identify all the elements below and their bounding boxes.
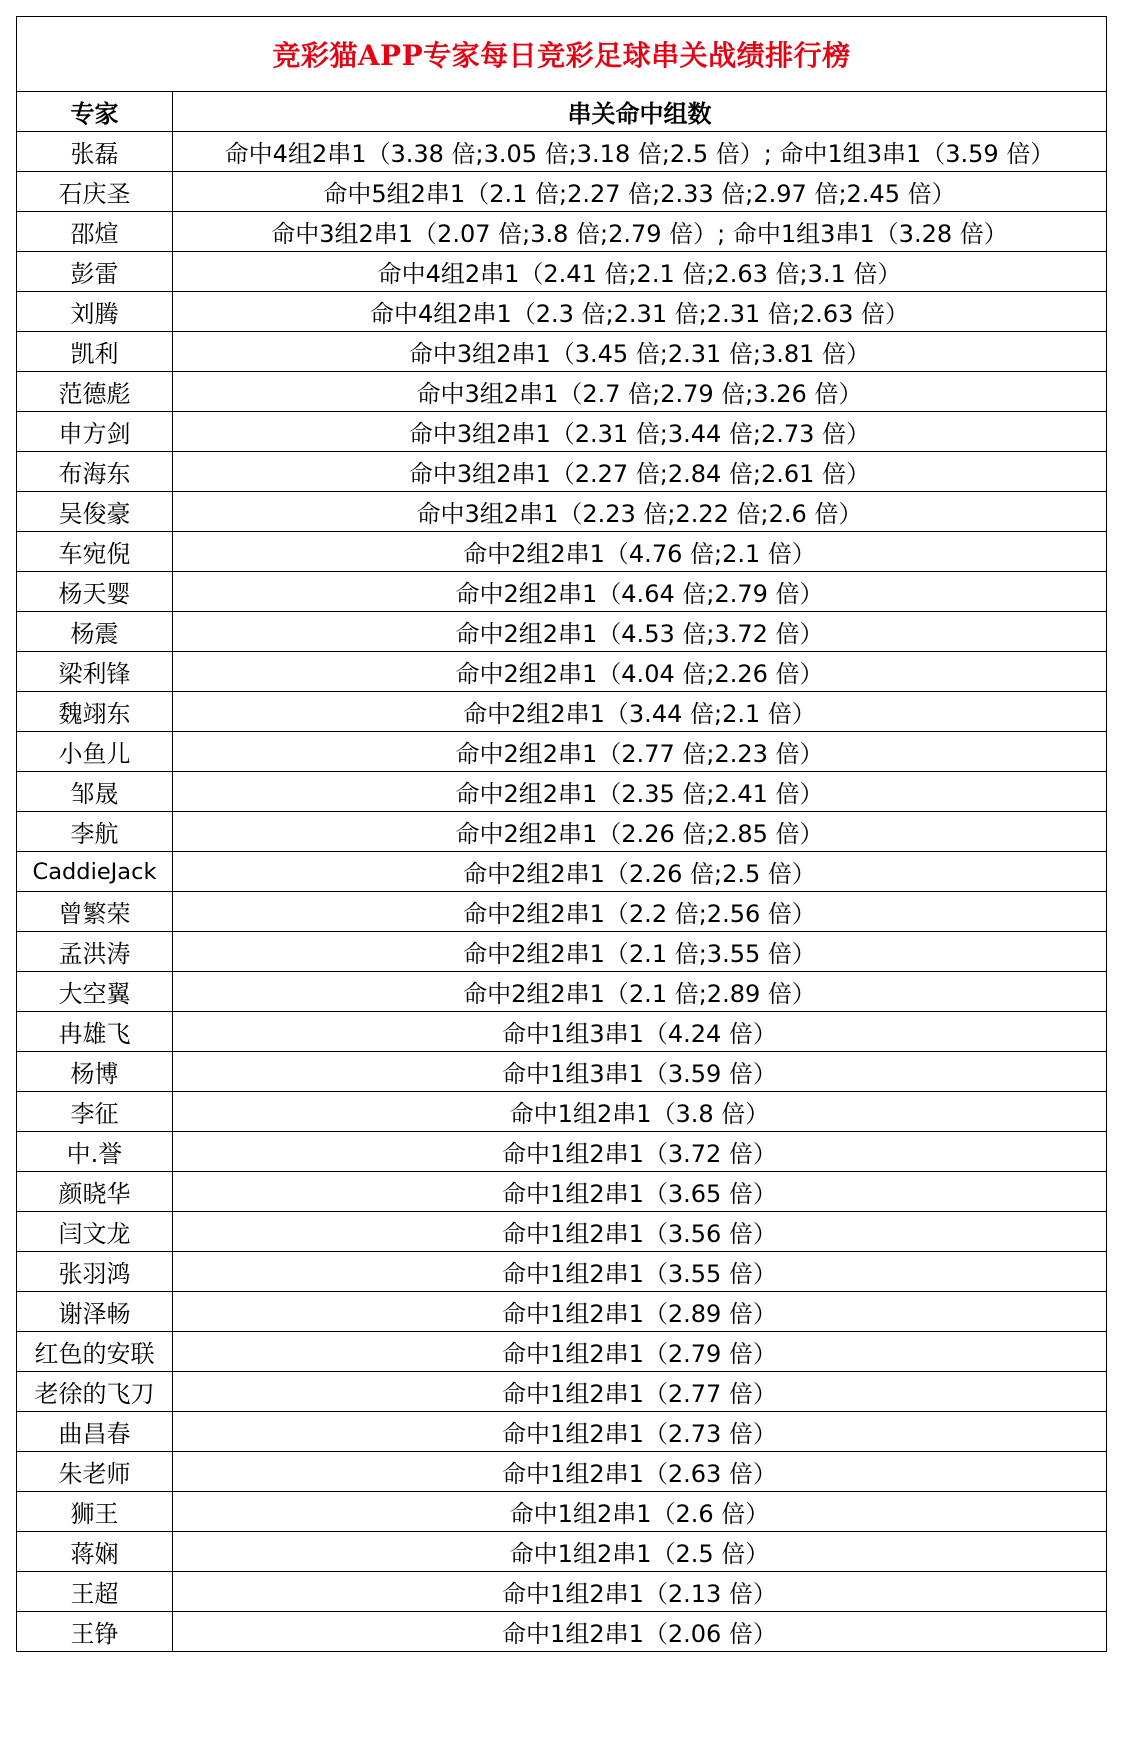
table-row (17, 532, 1107, 572)
expert-name: 蒋娴 (17, 1532, 173, 1572)
expert-name: 杨天婴 (17, 572, 173, 612)
expert-name: 中.誉 (17, 1132, 173, 1172)
expert-name: 孟洪涛 (17, 932, 173, 972)
parlay-result: 命中3组2串1（2.27 倍;2.84 倍;2.61 倍） (173, 452, 1107, 492)
expert-name: 红色的安联 (17, 1332, 173, 1372)
expert-name: 谢泽畅 (17, 1292, 173, 1332)
table-row (17, 1292, 1107, 1332)
expert-name: 杨震 (17, 612, 173, 652)
expert-name: 曾繁荣 (17, 892, 173, 932)
expert-name: 梁利锋 (17, 652, 173, 692)
expert-name: 王超 (17, 1572, 173, 1612)
expert-name: 布海东 (17, 452, 173, 492)
table-row (17, 612, 1107, 652)
parlay-result: 命中1组3串1（4.24 倍） (173, 1012, 1107, 1052)
expert-name: 冉雄飞 (17, 1012, 173, 1052)
table-row (17, 132, 1107, 172)
expert-name: 张羽鸿 (17, 1252, 173, 1292)
table-row (17, 572, 1107, 612)
expert-name: 颜晓华 (17, 1172, 173, 1212)
table-row (17, 932, 1107, 972)
expert-name: 王铮 (17, 1612, 173, 1652)
table-row (17, 1532, 1107, 1572)
parlay-result: 命中3组2串1（2.31 倍;3.44 倍;2.73 倍） (173, 412, 1107, 452)
table-row (17, 292, 1107, 332)
parlay-result: 命中2组2串1（2.1 倍;2.89 倍） (173, 972, 1107, 1012)
parlay-result: 命中1组2串1（2.13 倍） (173, 1572, 1107, 1612)
expert-name: 彭雷 (17, 252, 173, 292)
table-row (17, 812, 1107, 852)
table-row (17, 1252, 1107, 1292)
table-row (17, 1452, 1107, 1492)
parlay-result: 命中4组2串1（2.41 倍;2.1 倍;2.63 倍;3.1 倍） (173, 252, 1107, 292)
expert-name: 朱老师 (17, 1452, 173, 1492)
table-row (17, 332, 1107, 372)
expert-name: 车宛倪 (17, 532, 173, 572)
expert-name: 张磊 (17, 132, 173, 172)
table-row (17, 1092, 1107, 1132)
parlay-result: 命中2组2串1（2.77 倍;2.23 倍） (173, 732, 1107, 772)
expert-name: 刘腾 (17, 292, 173, 332)
expert-name: 狮王 (17, 1492, 173, 1532)
parlay-result: 命中1组3串1（3.59 倍） (173, 1052, 1107, 1092)
table-row (17, 1612, 1107, 1652)
column-header-result: 串关命中组数 (173, 92, 1107, 132)
parlay-result: 命中1组2串1（3.65 倍） (173, 1172, 1107, 1212)
table-body (17, 132, 1107, 1652)
expert-name: CaddieJack (17, 852, 173, 892)
table-row (17, 452, 1107, 492)
parlay-result: 命中1组2串1（2.73 倍） (173, 1412, 1107, 1452)
parlay-result: 命中1组2串1（2.5 倍） (173, 1532, 1107, 1572)
parlay-result: 命中2组2串1（2.26 倍;2.5 倍） (173, 852, 1107, 892)
table-row (17, 772, 1107, 812)
table-row (17, 212, 1107, 252)
parlay-result: 命中1组2串1（2.63 倍） (173, 1452, 1107, 1492)
table-row (17, 692, 1107, 732)
table-row (17, 892, 1107, 932)
parlay-result: 命中5组2串1（2.1 倍;2.27 倍;2.33 倍;2.97 倍;2.45 倍） (173, 172, 1107, 212)
expert-name: 吴俊豪 (17, 492, 173, 532)
expert-name: 邹晟 (17, 772, 173, 812)
parlay-result: 命中1组2串1（3.8 倍） (173, 1092, 1107, 1132)
expert-name: 曲昌春 (17, 1412, 173, 1452)
expert-name: 李征 (17, 1092, 173, 1132)
parlay-result: 命中4组2串1（2.3 倍;2.31 倍;2.31 倍;2.63 倍） (173, 292, 1107, 332)
parlay-result: 命中3组2串1（3.45 倍;2.31 倍;3.81 倍） (173, 332, 1107, 372)
table-row (17, 1052, 1107, 1092)
expert-name: 申方剑 (17, 412, 173, 452)
expert-name: 老徐的飞刀 (17, 1372, 173, 1412)
table-row (17, 1372, 1107, 1412)
parlay-result: 命中4组2串1（3.38 倍;3.05 倍;3.18 倍;2.5 倍）; 命中1组3串1（3.59 倍） (173, 132, 1107, 172)
parlay-result: 命中1组2串1（3.55 倍） (173, 1252, 1107, 1292)
table-row (17, 732, 1107, 772)
expert-name: 魏翊东 (17, 692, 173, 732)
parlay-result: 命中1组2串1（2.89 倍） (173, 1292, 1107, 1332)
parlay-result: 命中2组2串1（2.1 倍;3.55 倍） (173, 932, 1107, 972)
table-row (17, 412, 1107, 452)
table-row (17, 1492, 1107, 1532)
table-row (17, 492, 1107, 532)
table-row (17, 1012, 1107, 1052)
parlay-result: 命中2组2串1（2.2 倍;2.56 倍） (173, 892, 1107, 932)
parlay-result: 命中2组2串1（4.04 倍;2.26 倍） (173, 652, 1107, 692)
expert-name: 范德彪 (17, 372, 173, 412)
table-row (17, 252, 1107, 292)
table-row (17, 1332, 1107, 1372)
expert-name: 石庆圣 (17, 172, 173, 212)
table-row (17, 372, 1107, 412)
table-row (17, 972, 1107, 1012)
table-row (17, 1172, 1107, 1212)
table-row (17, 1212, 1107, 1252)
title-row (17, 17, 1107, 92)
parlay-result: 命中2组2串1（2.26 倍;2.85 倍） (173, 812, 1107, 852)
parlay-result: 命中1组2串1（3.56 倍） (173, 1212, 1107, 1252)
parlay-result: 命中3组2串1（2.23 倍;2.22 倍;2.6 倍） (173, 492, 1107, 532)
parlay-result: 命中1组2串1（2.06 倍） (173, 1612, 1107, 1652)
table-row (17, 1132, 1107, 1172)
parlay-result: 命中3组2串1（2.7 倍;2.79 倍;3.26 倍） (173, 372, 1107, 412)
parlay-result: 命中2组2串1（3.44 倍;2.1 倍） (173, 692, 1107, 732)
expert-name: 大空翼 (17, 972, 173, 1012)
expert-name: 小鱼儿 (17, 732, 173, 772)
parlay-result: 命中1组2串1（2.79 倍） (173, 1332, 1107, 1372)
expert-name: 杨博 (17, 1052, 173, 1092)
table-row (17, 852, 1107, 892)
parlay-result: 命中1组2串1（2.77 倍） (173, 1372, 1107, 1412)
parlay-result: 命中3组2串1（2.07 倍;3.8 倍;2.79 倍）; 命中1组3串1（3.28 倍） (173, 212, 1107, 252)
expert-name: 李航 (17, 812, 173, 852)
table-title: 竞彩猫APP专家每日竞彩足球串关战绩排行榜 (17, 17, 1107, 92)
expert-name: 凯利 (17, 332, 173, 372)
expert-name: 闫文龙 (17, 1212, 173, 1252)
table-row (17, 1572, 1107, 1612)
parlay-result: 命中2组2串1（4.53 倍;3.72 倍） (173, 612, 1107, 652)
parlay-result: 命中2组2串1（4.76 倍;2.1 倍） (173, 532, 1107, 572)
column-header-expert: 专家 (17, 92, 173, 132)
parlay-result: 命中1组2串1（2.6 倍） (173, 1492, 1107, 1532)
parlay-result: 命中2组2串1（4.64 倍;2.79 倍） (173, 572, 1107, 612)
table-row (17, 1412, 1107, 1452)
parlay-result: 命中1组2串1（3.72 倍） (173, 1132, 1107, 1172)
table-row (17, 172, 1107, 212)
expert-name: 邵煊 (17, 212, 173, 252)
table-row (17, 652, 1107, 692)
ranking-table (16, 16, 1107, 1652)
header-row (17, 92, 1107, 132)
parlay-result: 命中2组2串1（2.35 倍;2.41 倍） (173, 772, 1107, 812)
